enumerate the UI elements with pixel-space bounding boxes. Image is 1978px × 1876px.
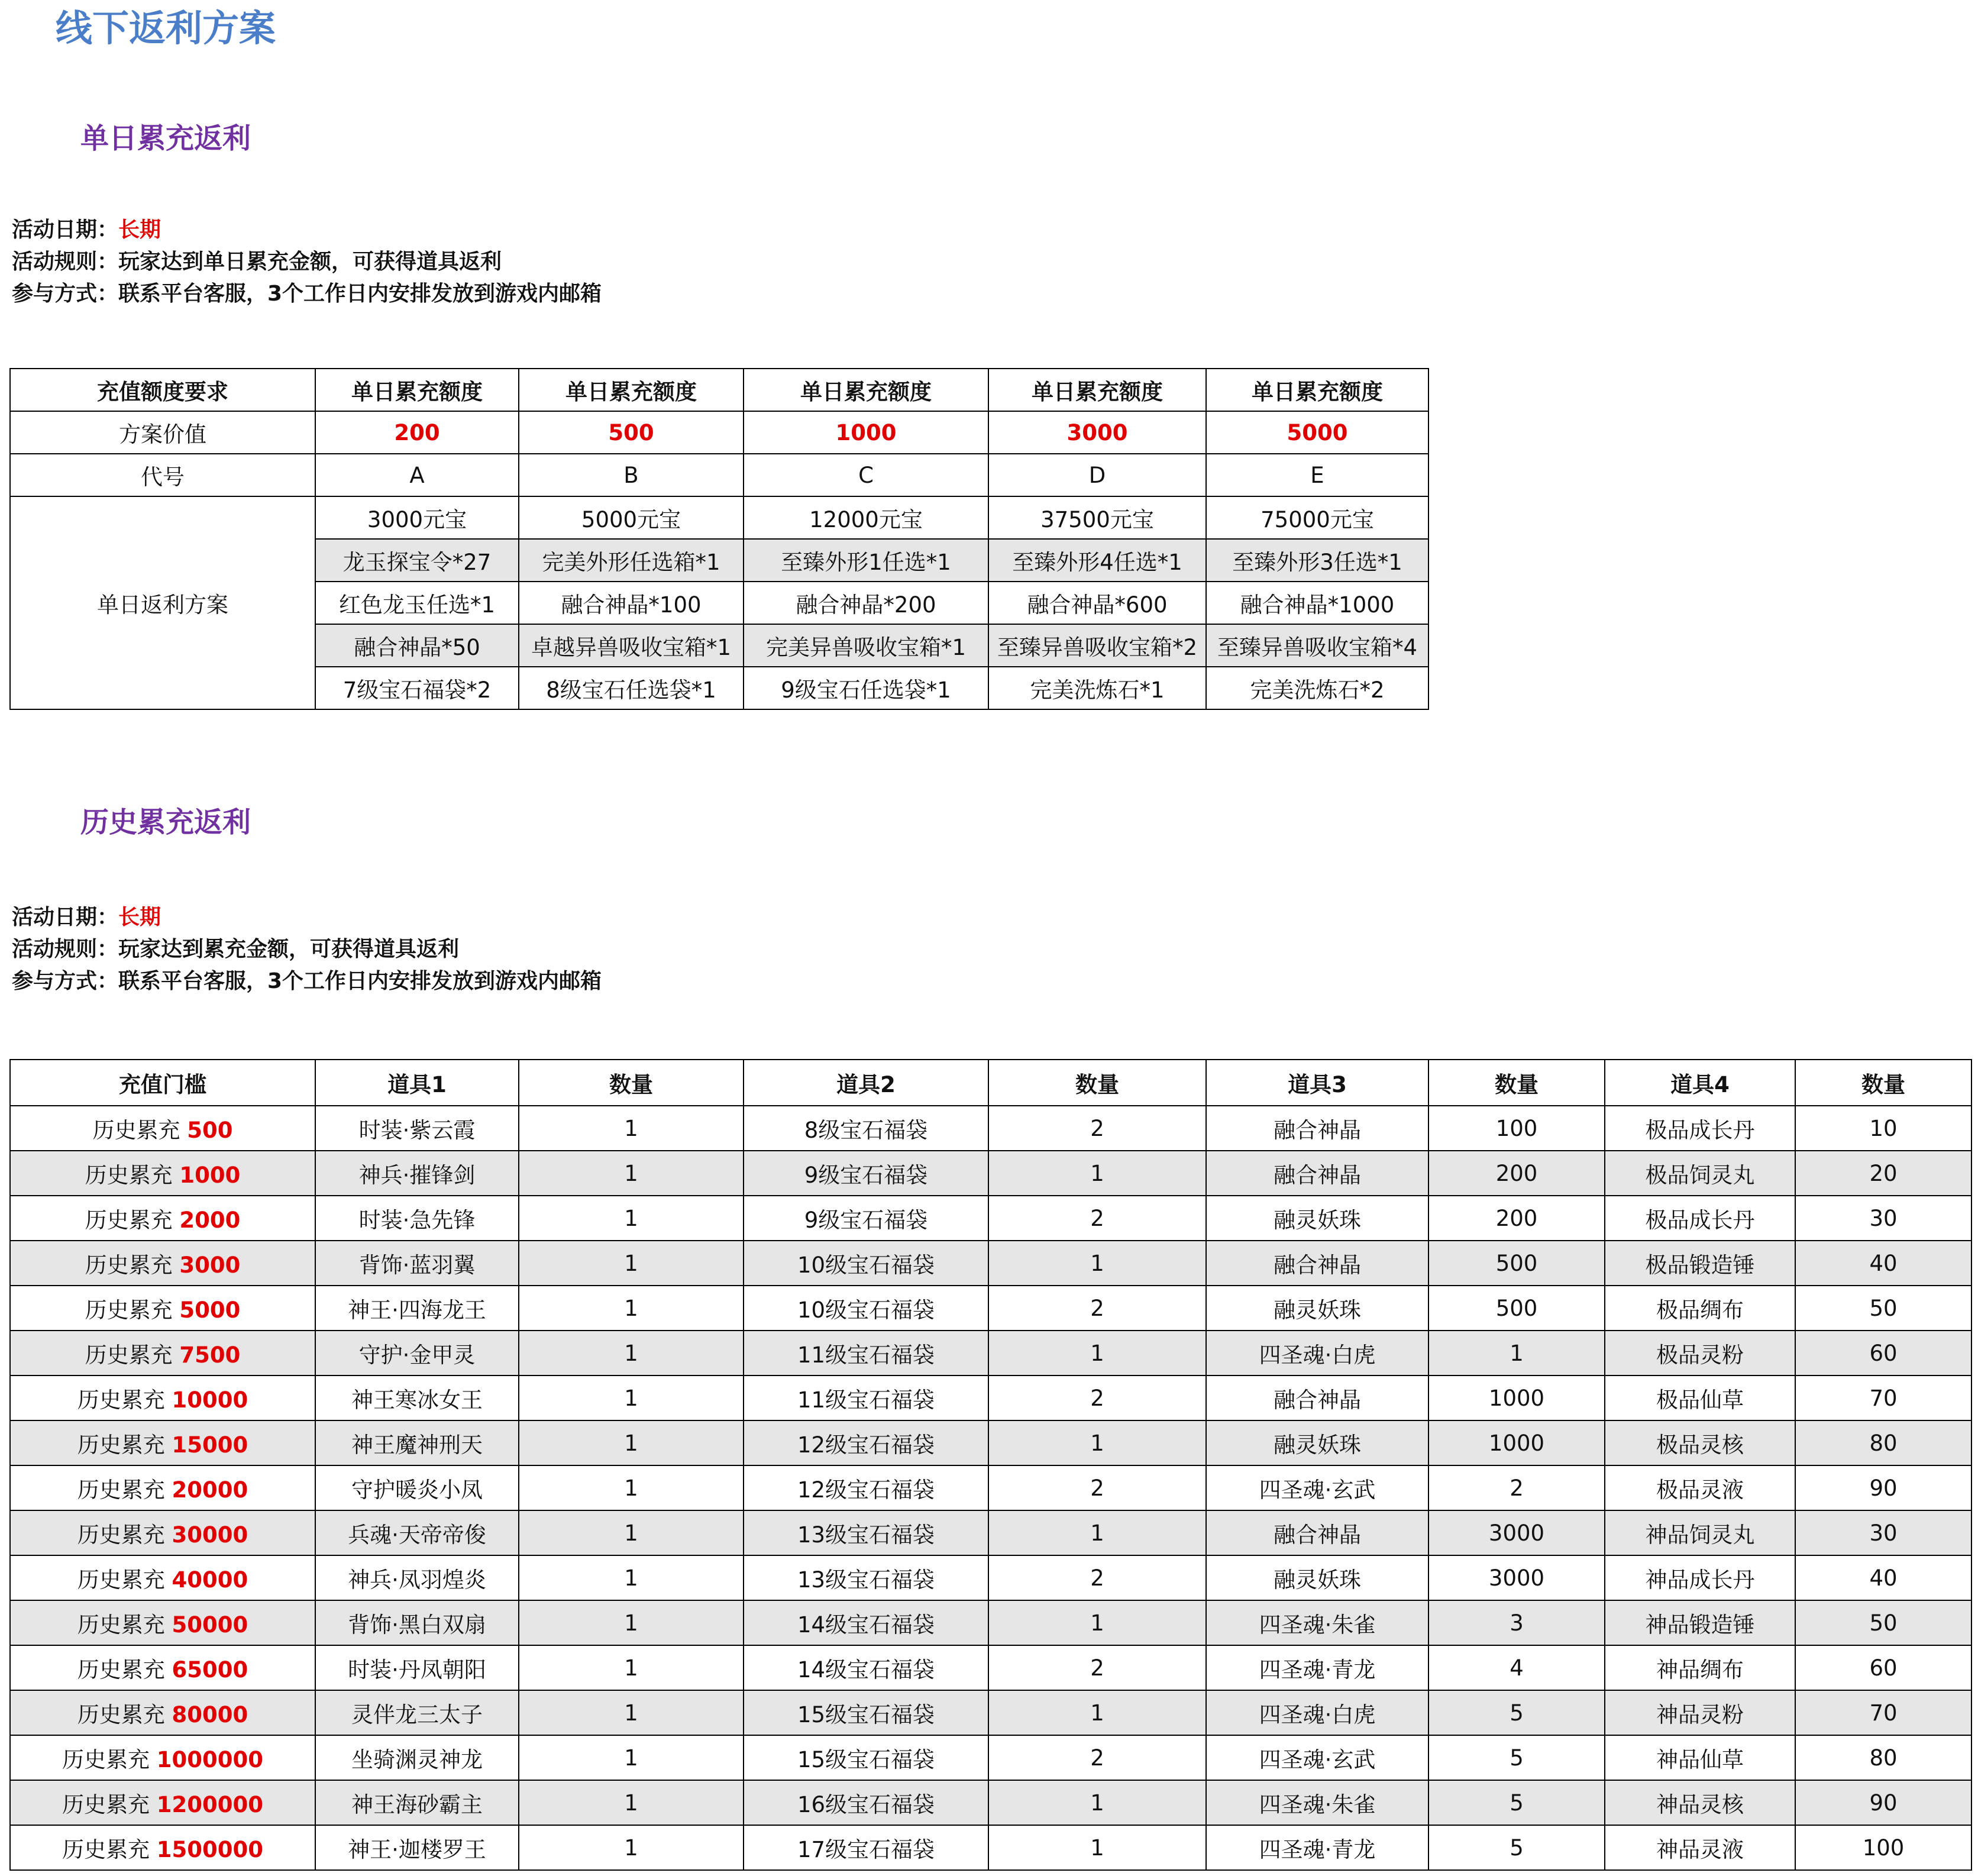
threshold-amount: 30000 [172, 1522, 248, 1548]
table-cell: 1 [988, 1510, 1206, 1555]
table-row [10, 1465, 1971, 1510]
table-row [10, 1420, 1971, 1465]
table-cell: 1 [988, 1420, 1206, 1465]
table-cell: 神王魔神刑天 [315, 1420, 519, 1465]
table-row [10, 1151, 1971, 1196]
table-cell: 神王·四海龙王 [315, 1286, 519, 1331]
table-cell: 9级宝石福袋 [744, 1196, 988, 1241]
header-cell: 数量 [988, 1060, 1206, 1106]
table-cell: 1 [988, 1331, 1206, 1375]
table-cell: 神品灵核 [1605, 1780, 1795, 1825]
table-cell: 1 [519, 1375, 744, 1420]
table-cell: 四圣魂·朱雀 [1206, 1780, 1428, 1825]
table-cell: 1 [519, 1690, 744, 1735]
history-method: 参与方式：联系平台客服，3个工作日内安排发放到游戏内邮箱 [12, 969, 602, 993]
threshold-cell [10, 1331, 315, 1375]
plan-item-cell: 8级宝石任选袋*1 [519, 667, 744, 709]
table-cell: 1 [1428, 1331, 1605, 1375]
plan-item-cell: 完美洗炼石*2 [1206, 667, 1428, 709]
table-cell: 神品灵液 [1605, 1825, 1795, 1870]
history-date-value: 长期 [118, 905, 161, 929]
header-cell: 单日累充额度 [988, 369, 1206, 411]
table-cell: 极品饲灵丸 [1605, 1151, 1795, 1196]
threshold-prefix: 历史累充 [77, 1567, 172, 1593]
table-cell: 3 [1428, 1600, 1605, 1645]
plan-item-cell: 融合神晶*600 [988, 582, 1206, 624]
table-cell: 1 [519, 1331, 744, 1375]
table-row [10, 1690, 1971, 1735]
daily-plan-row [10, 496, 1428, 539]
table-cell: 极品灵液 [1605, 1465, 1795, 1510]
threshold-amount: 2000 [179, 1207, 241, 1233]
table-cell: 90 [1795, 1465, 1971, 1510]
table-cell: 神兵·摧锋剑 [315, 1151, 519, 1196]
table-cell: 90 [1795, 1780, 1971, 1825]
threshold-amount: 65000 [172, 1657, 248, 1683]
table-cell: 1 [519, 1510, 744, 1555]
table-cell: 30 [1795, 1510, 1971, 1555]
plan-item-cell: 至臻异兽吸收宝箱*4 [1206, 624, 1428, 667]
table-cell: 1 [988, 1780, 1206, 1825]
table-row [10, 1331, 1971, 1375]
table-cell: 80 [1795, 1420, 1971, 1465]
plan-code-cell: D [988, 454, 1206, 496]
table-cell: 1 [519, 1106, 744, 1151]
table-cell: 60 [1795, 1645, 1971, 1690]
threshold-amount: 5000 [179, 1297, 241, 1323]
header-cell: 数量 [1428, 1060, 1605, 1106]
table-cell: 极品仙草 [1605, 1375, 1795, 1420]
table-cell: 神品成长丹 [1605, 1555, 1795, 1600]
daily-code-row [10, 454, 1428, 496]
threshold-prefix: 历史累充 [77, 1702, 172, 1728]
table-cell: 融合神晶 [1206, 1241, 1428, 1286]
table-cell: 1 [519, 1825, 744, 1870]
plan-item-cell: 7级宝石福袋*2 [315, 667, 519, 709]
table-cell: 背饰·蓝羽翼 [315, 1241, 519, 1286]
table-cell: 30 [1795, 1196, 1971, 1241]
table-cell: 1000 [1428, 1375, 1605, 1420]
table-cell: 极品成长丹 [1605, 1196, 1795, 1241]
table-row [10, 1286, 1971, 1331]
table-row [10, 1780, 1971, 1825]
table-cell: 融合神晶 [1206, 1375, 1428, 1420]
table-cell: 2 [988, 1465, 1206, 1510]
table-cell: 2 [1428, 1465, 1605, 1510]
threshold-cell [10, 1555, 315, 1600]
table-cell: 时装·紫云霞 [315, 1106, 519, 1151]
threshold-cell [10, 1825, 315, 1870]
table-cell: 极品成长丹 [1605, 1106, 1795, 1151]
table-cell: 1 [519, 1645, 744, 1690]
plan-item-cell: 龙玉探宝令*27 [315, 539, 519, 582]
table-cell: 15级宝石福袋 [744, 1690, 988, 1735]
plan-code-cell: C [744, 454, 988, 496]
table-cell: 1 [519, 1286, 744, 1331]
threshold-amount: 1200000 [156, 1792, 263, 1817]
threshold-amount: 10000 [172, 1387, 248, 1413]
table-cell: 融灵妖珠 [1206, 1555, 1428, 1600]
table-cell: 3000 [1428, 1555, 1605, 1600]
table-cell: 四圣魂·白虎 [1206, 1331, 1428, 1375]
history-rebate-table [9, 1059, 1972, 1871]
table-cell: 时装·丹凤朝阳 [315, 1645, 519, 1690]
table-cell: 5 [1428, 1780, 1605, 1825]
threshold-prefix: 历史累充 [85, 1297, 180, 1323]
table-cell: 1 [988, 1151, 1206, 1196]
table-cell: 5 [1428, 1735, 1605, 1780]
daily-rebate-table [9, 368, 1429, 710]
table-row [10, 1825, 1971, 1870]
plan-item-cell: 5000元宝 [519, 496, 744, 539]
table-cell: 3000 [1428, 1510, 1605, 1555]
plan-item-cell: 至臻外形1任选*1 [744, 539, 988, 582]
threshold-prefix: 历史累充 [62, 1837, 157, 1862]
plan-value-cell: 5000 [1206, 411, 1428, 454]
table-cell: 四圣魂·白虎 [1206, 1690, 1428, 1735]
table-cell: 10级宝石福袋 [744, 1241, 988, 1286]
table-cell: 坐骑渊灵神龙 [315, 1735, 519, 1780]
table-cell: 2 [988, 1555, 1206, 1600]
table-cell: 12级宝石福袋 [744, 1420, 988, 1465]
table-cell: 9级宝石福袋 [744, 1151, 988, 1196]
header-cell: 数量 [519, 1060, 744, 1106]
table-cell: 14级宝石福袋 [744, 1645, 988, 1690]
header-cell: 数量 [1795, 1060, 1971, 1106]
table-cell: 2 [988, 1375, 1206, 1420]
plan-item-cell: 红色龙玉任选*1 [315, 582, 519, 624]
threshold-cell [10, 1465, 315, 1510]
table-row [10, 1600, 1971, 1645]
table-cell: 11级宝石福袋 [744, 1331, 988, 1375]
table-cell: 40 [1795, 1241, 1971, 1286]
threshold-amount: 1000 [179, 1163, 241, 1188]
plan-item-cell: 12000元宝 [744, 496, 988, 539]
table-row [10, 1375, 1971, 1420]
history-rule: 活动规则：玩家达到累充金额，可获得道具返利 [12, 937, 460, 961]
threshold-cell [10, 1735, 315, 1780]
plan-code-cell: E [1206, 454, 1428, 496]
table-cell: 80 [1795, 1735, 1971, 1780]
table-cell: 四圣魂·朱雀 [1206, 1600, 1428, 1645]
threshold-cell [10, 1600, 315, 1645]
row-label: 方案价值 [10, 411, 315, 454]
threshold-cell [10, 1106, 315, 1151]
plan-item-cell: 37500元宝 [988, 496, 1206, 539]
daily-value-row [10, 411, 1428, 454]
plan-value-cell: 3000 [988, 411, 1206, 454]
table-cell: 70 [1795, 1375, 1971, 1420]
plan-item-cell: 卓越异兽吸收宝箱*1 [519, 624, 744, 667]
table-cell: 极品绸布 [1605, 1286, 1795, 1331]
header-cell: 道具1 [315, 1060, 519, 1106]
table-cell: 500 [1428, 1286, 1605, 1331]
threshold-cell [10, 1151, 315, 1196]
header-cell: 道具3 [1206, 1060, 1428, 1106]
table-cell: 极品灵核 [1605, 1420, 1795, 1465]
table-cell: 四圣魂·玄武 [1206, 1735, 1428, 1780]
plan-code-cell: B [519, 454, 744, 496]
threshold-amount: 1500000 [156, 1837, 263, 1862]
table-cell: 四圣魂·玄武 [1206, 1465, 1428, 1510]
table-row [10, 1510, 1971, 1555]
threshold-amount: 7500 [179, 1342, 241, 1368]
daily-rule: 活动规则：玩家达到单日累充金额，可获得道具返利 [12, 250, 502, 274]
table-cell: 神品绸布 [1605, 1645, 1795, 1690]
plan-item-cell: 融合神晶*200 [744, 582, 988, 624]
table-cell: 50 [1795, 1600, 1971, 1645]
table-cell: 5 [1428, 1825, 1605, 1870]
plan-item-cell: 融合神晶*1000 [1206, 582, 1428, 624]
header-cell: 充值门槛 [10, 1060, 315, 1106]
table-cell: 2 [988, 1645, 1206, 1690]
plan-item-cell: 融合神晶*50 [315, 624, 519, 667]
threshold-prefix: 历史累充 [85, 1342, 180, 1368]
table-cell: 神品仙草 [1605, 1735, 1795, 1780]
threshold-cell [10, 1375, 315, 1420]
plan-item-cell: 融合神晶*100 [519, 582, 744, 624]
threshold-amount: 3000 [179, 1252, 241, 1278]
table-cell: 20 [1795, 1151, 1971, 1196]
threshold-cell [10, 1241, 315, 1286]
threshold-amount: 15000 [172, 1432, 248, 1458]
threshold-prefix: 历史累充 [85, 1163, 180, 1188]
plan-item-cell: 75000元宝 [1206, 496, 1428, 539]
table-cell: 1 [519, 1196, 744, 1241]
threshold-prefix: 历史累充 [77, 1387, 172, 1413]
threshold-amount: 50000 [172, 1612, 248, 1638]
table-cell: 60 [1795, 1331, 1971, 1375]
threshold-prefix: 历史累充 [62, 1747, 157, 1772]
header-cell: 道具4 [1605, 1060, 1795, 1106]
table-cell: 500 [1428, 1241, 1605, 1286]
daily-date-value: 长期 [118, 218, 161, 242]
threshold-cell [10, 1645, 315, 1690]
table-cell: 13级宝石福袋 [744, 1555, 988, 1600]
plan-item-cell: 完美洗炼石*1 [988, 667, 1206, 709]
table-cell: 融灵妖珠 [1206, 1196, 1428, 1241]
table-cell: 8级宝石福袋 [744, 1106, 988, 1151]
threshold-amount: 40000 [172, 1567, 248, 1593]
table-cell: 1 [519, 1780, 744, 1825]
table-cell: 神王·迦楼罗王 [315, 1825, 519, 1870]
table-cell: 70 [1795, 1690, 1971, 1735]
threshold-cell [10, 1196, 315, 1241]
threshold-prefix: 历史累充 [62, 1792, 157, 1817]
table-cell: 2 [988, 1286, 1206, 1331]
table-cell: 兵魂·天帝帝俊 [315, 1510, 519, 1555]
table-cell: 1 [519, 1465, 744, 1510]
row-label: 单日返利方案 [10, 496, 315, 709]
table-cell: 时装·急先锋 [315, 1196, 519, 1241]
table-cell: 融合神晶 [1206, 1151, 1428, 1196]
threshold-cell [10, 1690, 315, 1735]
threshold-cell [10, 1510, 315, 1555]
threshold-prefix: 历史累充 [92, 1118, 188, 1143]
table-cell: 1 [519, 1420, 744, 1465]
threshold-prefix: 历史累充 [77, 1477, 172, 1503]
threshold-prefix: 历史累充 [77, 1522, 172, 1548]
daily-date-line: 活动日期：长期 [12, 218, 161, 242]
table-cell: 10级宝石福袋 [744, 1286, 988, 1331]
table-cell: 融合神晶 [1206, 1510, 1428, 1555]
plan-item-cell: 完美外形任选箱*1 [519, 539, 744, 582]
table-row [10, 1196, 1971, 1241]
table-row [10, 1241, 1971, 1286]
table-cell: 13级宝石福袋 [744, 1510, 988, 1555]
table-cell: 1 [988, 1241, 1206, 1286]
threshold-amount: 80000 [172, 1702, 248, 1728]
table-cell: 神品锻造锤 [1605, 1600, 1795, 1645]
plan-value-cell: 1000 [744, 411, 988, 454]
table-cell: 15级宝石福袋 [744, 1735, 988, 1780]
table-cell: 100 [1795, 1825, 1971, 1870]
plan-item-cell: 3000元宝 [315, 496, 519, 539]
table-cell: 1 [519, 1241, 744, 1286]
threshold-prefix: 历史累充 [77, 1657, 172, 1683]
table-cell: 17级宝石福袋 [744, 1825, 988, 1870]
table-cell: 11级宝石福袋 [744, 1375, 988, 1420]
table-cell: 灵伴龙三太子 [315, 1690, 519, 1735]
table-cell: 16级宝石福袋 [744, 1780, 988, 1825]
table-cell: 四圣魂·青龙 [1206, 1645, 1428, 1690]
table-cell: 神兵·凤羽煌炎 [315, 1555, 519, 1600]
table-row [10, 1645, 1971, 1690]
table-cell: 200 [1428, 1151, 1605, 1196]
threshold-prefix: 历史累充 [85, 1252, 180, 1278]
threshold-amount: 500 [187, 1118, 233, 1143]
table-cell: 40 [1795, 1555, 1971, 1600]
threshold-cell [10, 1780, 315, 1825]
table-cell: 极品灵粉 [1605, 1331, 1795, 1375]
header-cell: 单日累充额度 [744, 369, 988, 411]
history-section-title: 历史累充返利 [80, 806, 251, 839]
daily-method: 参与方式：联系平台客服，3个工作日内安排发放到游戏内邮箱 [12, 282, 602, 306]
history-header-row [10, 1060, 1971, 1106]
plan-item-cell: 至臻异兽吸收宝箱*2 [988, 624, 1206, 667]
history-info [12, 902, 602, 997]
table-cell: 200 [1428, 1196, 1605, 1241]
table-cell: 1 [988, 1825, 1206, 1870]
plan-value-cell: 500 [519, 411, 744, 454]
table-cell: 2 [988, 1196, 1206, 1241]
table-cell: 12级宝石福袋 [744, 1465, 988, 1510]
table-cell: 1 [988, 1600, 1206, 1645]
threshold-cell [10, 1420, 315, 1465]
table-cell: 融灵妖珠 [1206, 1420, 1428, 1465]
table-cell: 神王寒冰女王 [315, 1375, 519, 1420]
table-row [10, 1555, 1971, 1600]
threshold-amount: 20000 [172, 1477, 248, 1503]
threshold-prefix: 历史累充 [77, 1612, 172, 1638]
plan-item-cell: 完美异兽吸收宝箱*1 [744, 624, 988, 667]
table-cell: 1 [519, 1555, 744, 1600]
threshold-prefix: 历史累充 [85, 1207, 180, 1233]
table-cell: 10 [1795, 1106, 1971, 1151]
plan-item-cell: 9级宝石任选袋*1 [744, 667, 988, 709]
table-cell: 神品饲灵丸 [1605, 1510, 1795, 1555]
table-cell: 融灵妖珠 [1206, 1286, 1428, 1331]
plan-value-cell: 200 [315, 411, 519, 454]
plan-code-cell: A [315, 454, 519, 496]
table-cell: 极品锻造锤 [1605, 1241, 1795, 1286]
table-cell: 50 [1795, 1286, 1971, 1331]
table-cell: 守护暖炎小凤 [315, 1465, 519, 1510]
table-cell: 四圣魂·青龙 [1206, 1825, 1428, 1870]
daily-info [12, 214, 602, 310]
table-cell: 1 [519, 1151, 744, 1196]
table-cell: 守护·金甲灵 [315, 1331, 519, 1375]
threshold-cell [10, 1286, 315, 1331]
header-cell: 道具2 [744, 1060, 988, 1106]
table-cell: 2 [988, 1735, 1206, 1780]
table-cell: 1 [988, 1690, 1206, 1735]
table-cell: 4 [1428, 1645, 1605, 1690]
daily-section-title: 单日累充返利 [80, 122, 251, 155]
page-title: 线下返利方案 [56, 7, 276, 50]
table-cell: 100 [1428, 1106, 1605, 1151]
table-cell: 1 [519, 1600, 744, 1645]
daily-header-row [10, 369, 1428, 411]
row-label: 代号 [10, 454, 315, 496]
header-cell: 单日累充额度 [1206, 369, 1428, 411]
header-cell: 单日累充额度 [519, 369, 744, 411]
table-cell: 5 [1428, 1690, 1605, 1735]
threshold-prefix: 历史累充 [77, 1432, 172, 1458]
table-cell: 神品灵粉 [1605, 1690, 1795, 1735]
table-cell: 1 [519, 1735, 744, 1780]
history-date-line: 活动日期：长期 [12, 905, 161, 929]
table-cell: 1000 [1428, 1420, 1605, 1465]
header-cell: 单日累充额度 [315, 369, 519, 411]
threshold-amount: 1000000 [156, 1747, 263, 1772]
table-row [10, 1106, 1971, 1151]
table-cell: 背饰·黑白双扇 [315, 1600, 519, 1645]
table-cell: 融合神晶 [1206, 1106, 1428, 1151]
plan-item-cell: 至臻外形3任选*1 [1206, 539, 1428, 582]
header-cell: 充值额度要求 [10, 369, 315, 411]
table-cell: 2 [988, 1106, 1206, 1151]
table-cell: 14级宝石福袋 [744, 1600, 988, 1645]
table-row [10, 1735, 1971, 1780]
table-cell: 神王海砂霸主 [315, 1780, 519, 1825]
plan-item-cell: 至臻外形4任选*1 [988, 539, 1206, 582]
